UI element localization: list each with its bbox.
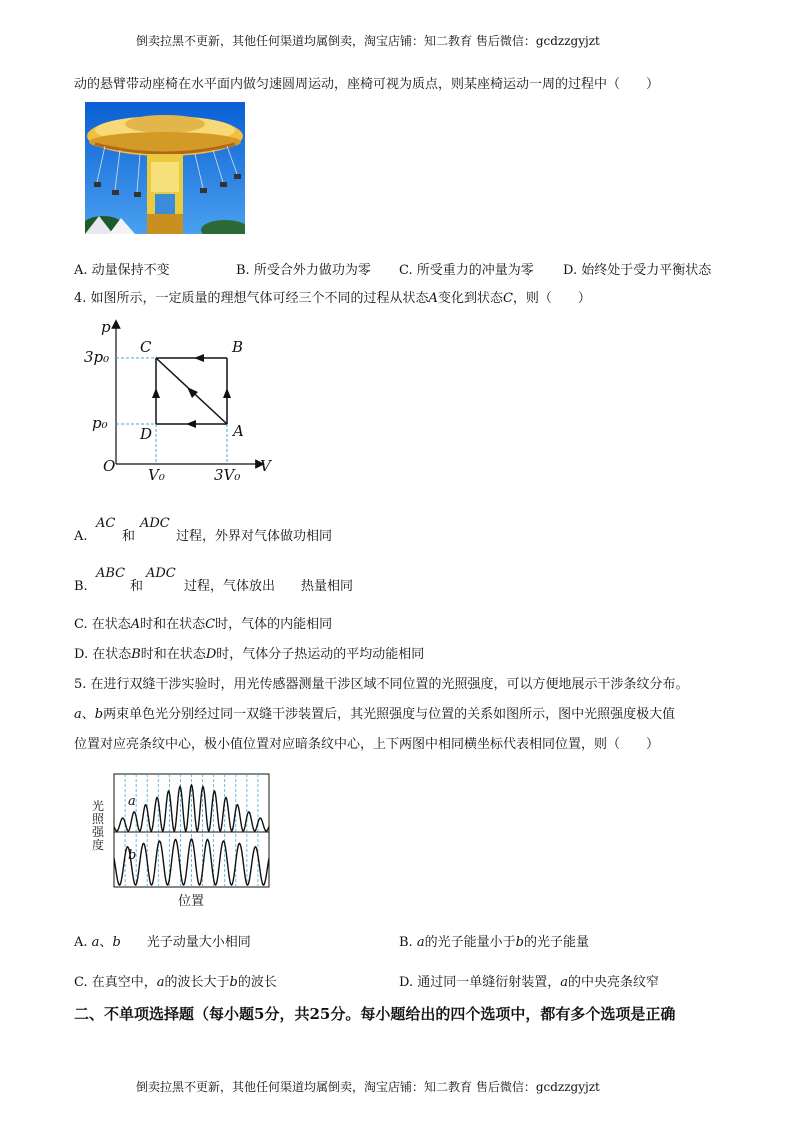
pv-tick-v0: V₀ [148,466,165,484]
interference-label-a: a [128,794,136,809]
pv-x-axis-label: V [260,457,271,475]
q4-opt-a-and: 和 [122,529,136,544]
q3-option-a: A. 动量保持不变 [74,263,170,278]
page-footer: 倒卖拉黑不更新，其他任何渠道均属倒卖，淘宝店铺：知二教育 售后微信：gcdzzgyjzt [136,1080,600,1094]
q4-option-b [74,565,474,601]
q4-opt-b-rest: 过程，气体放出 热量相同 [184,579,354,594]
pv-point-c: C [140,338,152,356]
q4-opt-d-text3: 时，气体分子热运动的平均动能相同 [216,647,425,662]
swing-ride-photo [85,102,245,234]
q5-opt-b-rest: 的光子能量 [523,935,589,950]
q5-option-a [74,934,251,952]
q5-option-d [399,974,659,992]
q4-opt-d-text1: D. 在状态 [74,647,132,662]
q4-opt-a-formula2: ADC [140,516,170,531]
question-5-line2 [74,706,675,724]
q5-opt-b-a: a [416,935,425,950]
q5-opt-c-rest: 的波长 [237,975,277,990]
question-4-stem [74,290,591,308]
q5-sep: 、 [81,707,95,722]
q4-opt-c-state1: A [130,617,141,632]
q5-opt-d-rest: 的中央亮条纹窄 [568,975,660,990]
pv-diagram [80,312,280,492]
q5-opt-a-rest: 光子动量大小相同 [120,935,251,950]
page-header: 倒卖拉黑不更新，其他任何渠道均属倒卖，淘宝店铺：知二教育 售后微信：gcdzzgyjzt [136,34,600,48]
q4-opt-b-formula1: ABC [96,566,126,581]
q5-opt-a-sep: 、 [99,935,113,950]
q4-opt-a-prefix: A. [74,529,88,544]
q5-line2-rest: 两束单色光分别经过同一双缝干涉装置后，其光照强度与位置的关系如图所示，图中光照强度极大值 [103,707,676,722]
q5-opt-c-a: a [156,975,165,990]
q4-opt-c-text3: 时，气体的内能相同 [215,617,333,632]
q4-opt-c-text2: 时和在状态 [140,617,206,632]
pv-tick-3p0: 3p₀ [84,348,110,366]
q4-opt-c-state2: C [205,617,216,632]
q4-stem-part2: 变化到状态 [437,291,503,306]
q5-opt-c-mid: 的波长大于 [164,975,230,990]
pv-tick-3v0: 3V₀ [214,466,241,484]
pv-point-a: A [233,422,244,440]
interference-x-label: 位置 [178,894,205,909]
q3-option-c: C. 所受重力的冲量为零 [399,263,534,278]
q4-opt-a-formula1: AC [96,516,116,531]
question-5-line3: 位置对应亮条纹中心，极小值位置对应暗条纹中心，上下两图中相同横坐标代表相同位置，则（ ） [74,737,660,752]
pv-tick-p0: p₀ [92,414,108,432]
question-5-line1: 5. 在进行双缝干涉实验时，用光传感器测量干涉区域不同位置的光照强度，可以方便地展示干涉条纹分布。 [74,677,689,692]
q4-opt-d-text2: 时和在状态 [140,647,206,662]
q4-opt-d-state1: B [131,647,141,662]
q5-light-a: a [74,707,82,722]
q3-option-b: B. 所受合外力做功为零 [236,263,371,278]
q5-opt-b-prefix: B. [399,935,417,950]
q5-option-c [74,974,277,992]
pv-point-b: B [232,338,244,356]
q5-opt-d-a: a [560,975,568,990]
q5-light-b: b [94,707,104,722]
pv-origin-label: O [103,457,116,475]
q4-stem-state-a: A [428,291,438,306]
q4-option-c [74,616,332,634]
q4-stem-part3: ，则（ ） [512,291,591,306]
q5-opt-d-prefix: D. 通过同一单缝衍射装置， [399,975,561,990]
pv-y-axis-label: p [101,318,111,336]
q4-opt-b-and: 和 [130,579,144,594]
q5-opt-c-prefix: C. 在真空中， [74,975,157,990]
q3-option-d: D. 始终处于受力平衡状态 [563,263,712,278]
q5-opt-a-b: b [112,935,121,950]
q5-opt-c-b: b [229,975,238,990]
interference-label-b: b [128,848,137,863]
pv-point-d: D [140,425,153,443]
q5-option-b [399,934,589,952]
q5-opt-b-b: b [515,935,524,950]
q4-opt-a-rest: 过程，外界对气体做功相同 [176,529,333,544]
interference-graph [92,772,282,912]
q5-opt-a-a: a [91,935,100,950]
question-3-stem: 动的悬臂带动座椅在水平面内做匀速圆周运动，座椅可视为质点，则某座椅运动一周的过程中（ ） [74,77,660,92]
q4-opt-d-state2: D [205,647,217,662]
section-2-heading: 二、不单项选择题（每小题5分，共25分。每小题给出的四个选项中，都有多个选项是正确 [74,1005,676,1023]
q4-opt-c-text1: C. 在状态 [74,617,131,632]
q5-opt-a-prefix: A. [74,935,92,950]
q4-option-d [74,646,424,664]
q4-stem-part1: 4. 如图所示，一定质量的理想气体可经三个不同的过程从状态 [74,291,429,306]
q5-opt-b-mid: 的光子能量小于 [424,935,516,950]
interference-y-label: 光照强度 [92,799,105,852]
q4-option-a [74,515,474,551]
q4-stem-state-c: C [502,291,513,306]
q4-opt-b-formula2: ADC [146,566,176,581]
q4-opt-b-prefix: B. [74,579,88,594]
